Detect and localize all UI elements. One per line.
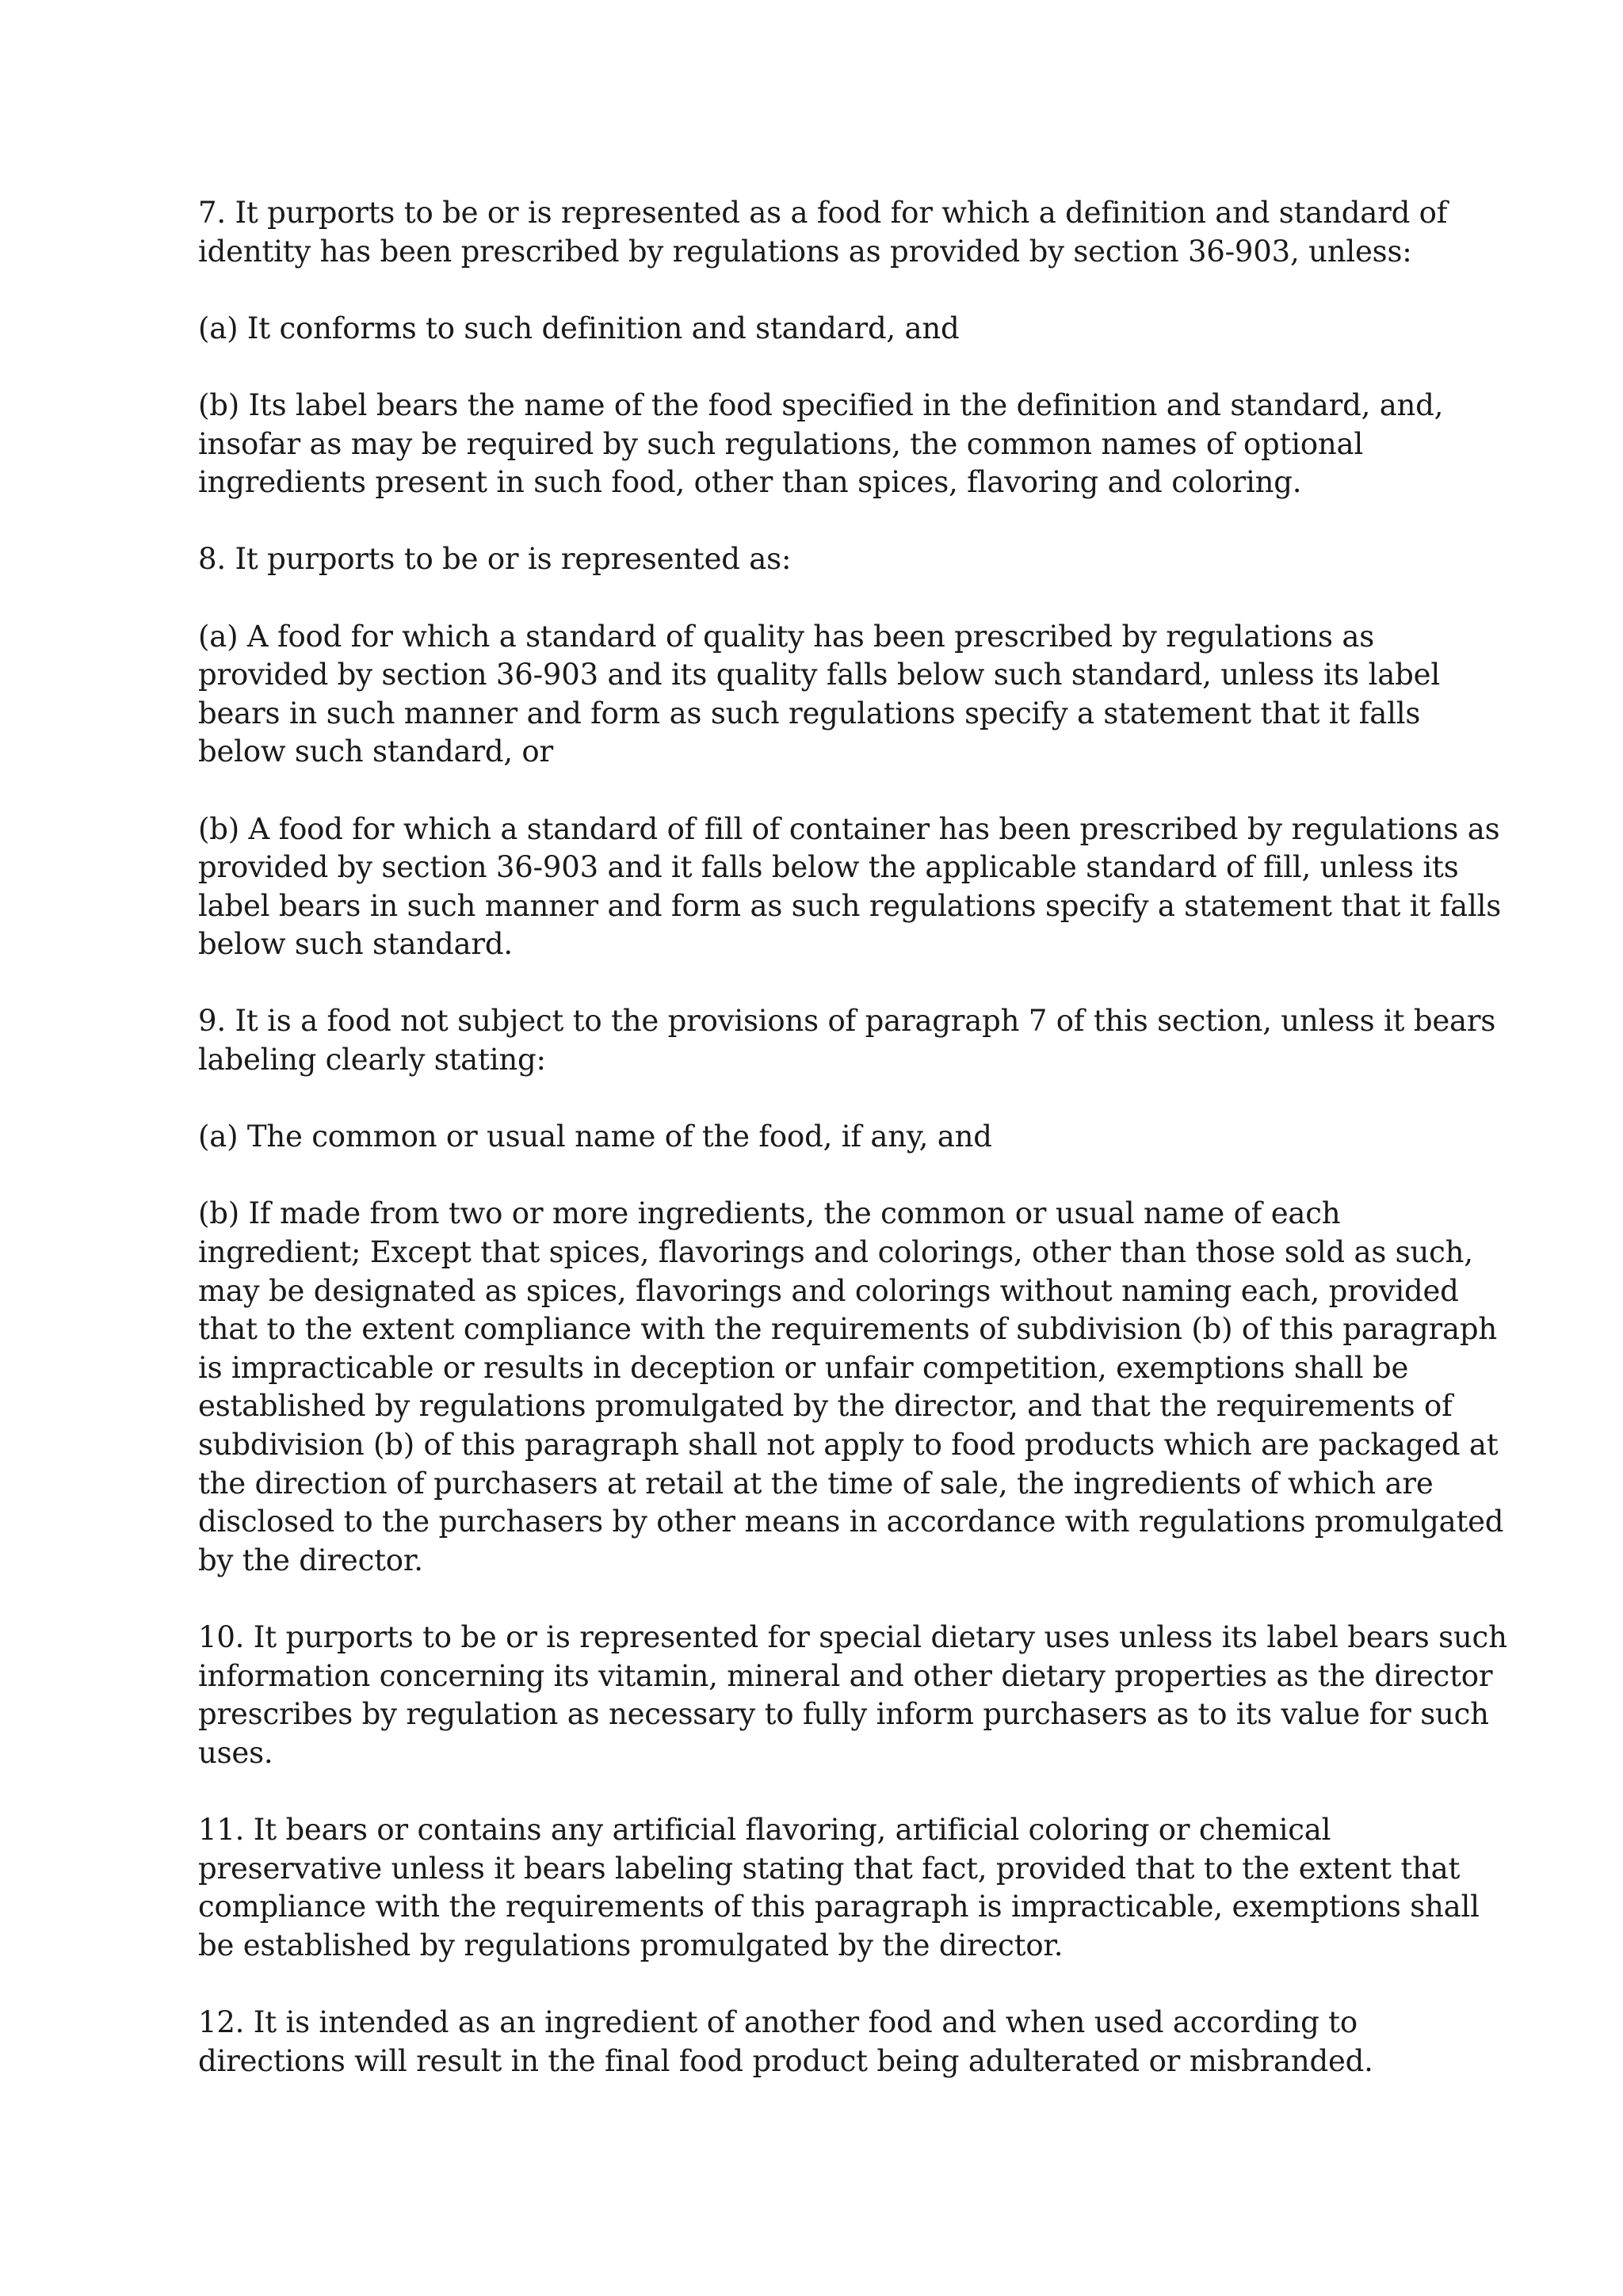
paragraph-line: label bears in such manner and form as such regulations specify a statement that it falls xyxy=(198,888,1502,923)
paragraph-line: provided by section 36-903 and it falls below the applicable standard of fill, unless its xyxy=(198,850,1459,885)
document-paragraph xyxy=(198,1811,1480,1965)
document-paragraph xyxy=(198,2004,1450,2081)
paragraph-line: ingredients present in such food, other than spices, flavoring and coloring. xyxy=(198,465,1302,500)
paragraph-line: ingredient; Except that spices, flavorings and colorings, other than those sold as such, xyxy=(198,1235,1473,1270)
paragraph-line: information concerning its vitamin, mineral and other dietary properties as the director xyxy=(198,1658,1493,1693)
paragraph-line: prescribes by regulation as necessary to fully inform purchasers as to its value for such xyxy=(198,1697,1489,1732)
document-paragraph xyxy=(198,1619,1507,1772)
paragraph-line: identity has been prescribed by regulations as provided by section 36-903, unless: xyxy=(198,234,1412,269)
document-paragraph xyxy=(198,618,1450,772)
paragraph-line: preservative unless it bears labeling stating that fact, provided that to the extent that xyxy=(198,1851,1461,1886)
paragraph-line: uses. xyxy=(198,1735,273,1770)
paragraph-line: subdivision (b) of this paragraph shall not apply to food products which are packaged at xyxy=(198,1428,1499,1462)
document-paragraph xyxy=(198,1002,1496,1079)
paragraph-line: is impracticable or results in deception or unfair competition, exemptions shall be xyxy=(198,1350,1409,1385)
paragraph-line: 12. It is intended as an ingredient of another food and when used according to xyxy=(198,2004,1358,2039)
paragraph-line: 7. It purports to be or is represented as a food for which a definition and standard of xyxy=(198,196,1448,230)
paragraph-line: the direction of purchasers at retail at the time of sale, the ingredients of which are xyxy=(198,1466,1434,1501)
paragraph-line: may be designated as spices, flavorings and colorings without naming each, provided xyxy=(198,1273,1459,1308)
paragraph-line: (a) A food for which a standard of quality has been prescribed by regulations as xyxy=(198,619,1375,654)
document-paragraph xyxy=(198,194,1450,271)
paragraph-line: below such standard. xyxy=(198,927,513,962)
paragraph-line: established by regulations promulgated by the director, and that the requirements of xyxy=(198,1389,1453,1424)
paragraph-line: disclosed to the purchasers by other means in accordance with regulations promulgated xyxy=(198,1505,1504,1539)
document-paragraph xyxy=(198,810,1502,964)
paragraph-line: (a) The common or usual name of the food, if any, and xyxy=(198,1119,992,1154)
document-paragraph xyxy=(198,1118,1450,1157)
document-paragraph xyxy=(198,540,1450,579)
paragraph-line: (a) It conforms to such definition and standard, and xyxy=(198,311,960,345)
paragraph-line: 9. It is a food not subject to the provisions of paragraph 7 of this section, unless it bears xyxy=(198,1004,1496,1039)
document-paragraph xyxy=(198,1195,1504,1580)
paragraph-line: (b) If made from two or more ingredients, the common or usual name of each xyxy=(198,1196,1341,1231)
paragraph-line: directions will result in the final food product being adulterated or misbranded. xyxy=(198,2043,1373,2078)
paragraph-line: (b) A food for which a standard of fill of container has been prescribed by regulations as xyxy=(198,811,1500,846)
paragraph-line: insofar as may be required by such regulations, the common names of optional xyxy=(198,426,1364,461)
paragraph-line: (b) Its label bears the name of the food specified in the definition and standard, and, xyxy=(198,387,1444,422)
paragraph-line: labeling clearly stating: xyxy=(198,1043,546,1077)
paragraph-line: 8. It purports to be or is represented as: xyxy=(198,542,792,577)
document-body xyxy=(198,194,1507,2081)
paragraph-line: be established by regulations promulgated by the director. xyxy=(198,1928,1064,1962)
paragraph-line: provided by section 36-903 and its quality falls below such standard, unless its label xyxy=(198,658,1440,692)
paragraph-line: by the director. xyxy=(198,1543,423,1577)
paragraph-line: bears in such manner and form as such regulations specify a statement that it falls xyxy=(198,696,1421,730)
paragraph-line: 10. It purports to be or is represented for special dietary uses unless its label bears such xyxy=(198,1619,1507,1654)
document-paragraph xyxy=(198,310,1450,349)
document-paragraph xyxy=(198,387,1450,502)
paragraph-line: that to the extent compliance with the requirements of subdivision (b) of this paragraph xyxy=(198,1312,1497,1347)
paragraph-line: compliance with the requirements of this paragraph is impracticable, exemptions shall xyxy=(198,1890,1480,1924)
paragraph-line: below such standard, or xyxy=(198,734,553,769)
paragraph-line: 11. It bears or contains any artificial flavoring, artificial coloring or chemical xyxy=(198,1812,1331,1847)
